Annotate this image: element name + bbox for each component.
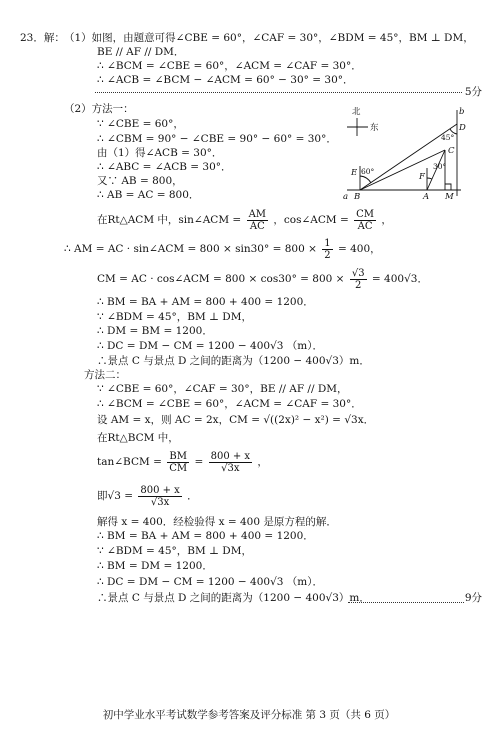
m1-line8-a: ∴ AM = AC · sin∠ACM = 800 × sin30° = 800 × xyxy=(64,243,317,255)
m2-line11: ∴ DC = DM − CM = 1200 − 400√3 （m）． xyxy=(97,576,323,588)
numerator: BM xyxy=(167,451,189,463)
m1-line9 xyxy=(97,266,428,292)
part1-line4: ∴ ∠ACB = ∠BCM − ∠ACM = 60° − 30° = 30°． xyxy=(97,74,354,86)
denominator: √3x xyxy=(150,496,170,508)
numerator: AM xyxy=(248,208,267,220)
m1-line7 xyxy=(97,207,392,233)
m1-line7-mid: ，cos∠ACM = xyxy=(273,214,349,226)
m2-line8: ∴ BM = BA + AM = 800 + 400 = 1200． xyxy=(97,530,314,542)
m2-line5 xyxy=(97,448,268,476)
angle-arc-30 xyxy=(427,178,432,179)
m2-line6-a: 即√3 = xyxy=(97,490,134,502)
part2-heading: （2）方法一： xyxy=(64,103,134,115)
numerator: CM xyxy=(356,208,375,220)
label-a-point: A xyxy=(423,192,430,201)
m1-line14: ∴景点 C 与景点 D 之间的距离为（1200 − 400√3）m． xyxy=(97,355,370,367)
m2-line2: ∴ ∠BCM = ∠CBE = 60°，∠ACM = ∠CAF = 30°． xyxy=(97,398,362,410)
question-number: 23．解： xyxy=(20,32,65,44)
fraction xyxy=(322,238,332,261)
fraction xyxy=(167,451,189,474)
m1-line7-a: 在Rt△ACM 中，sin∠ACM = xyxy=(97,214,242,226)
m1-line12: ∴ DM = BM = 1200． xyxy=(97,325,213,337)
page-footer: 初中学业水平考试数学参考答案及评分标准 第 3 页（共 6 页） xyxy=(102,709,396,721)
geometry-figure xyxy=(335,106,470,201)
label-b: b xyxy=(459,107,465,117)
label-60: 60° xyxy=(361,167,375,176)
m1-line4: ∴ ∠ABC = ∠ACB = 30°． xyxy=(97,161,232,173)
fraction xyxy=(209,451,252,474)
m1-line11: ∵ ∠BDM = 45°，BM ⊥ DM， xyxy=(97,311,252,323)
denominator: CM xyxy=(169,462,188,474)
m2-line9: ∵ ∠BDM = 45°，BM ⊥ DM， xyxy=(97,545,252,557)
label-f: F xyxy=(419,172,425,182)
denominator: AC xyxy=(357,220,373,232)
numerator: 800 + x xyxy=(140,484,180,496)
m2-line3: 设 AM = x，则 AC = 2x，CM = √((2x)² − x²) = √3x． xyxy=(97,414,375,426)
m1-line7-end: ， xyxy=(381,214,392,226)
fraction xyxy=(247,209,268,232)
numerator: 800 + x xyxy=(210,450,251,462)
right-angle-mark xyxy=(445,184,451,190)
denominator: AC xyxy=(249,220,265,232)
score-leader-2 xyxy=(348,602,464,603)
part1-score: 5分 xyxy=(464,86,482,98)
part2-score: 9分 xyxy=(464,592,482,604)
label-a: a xyxy=(343,192,349,201)
fraction xyxy=(138,485,181,508)
east-label: 东 xyxy=(370,123,379,133)
m2-line10: ∴ BM = DM = 1200． xyxy=(97,560,213,572)
m1-line9-a: CM = AC · cos∠ACM = 800 × cos30° = 800 × xyxy=(97,273,345,285)
label-m: M xyxy=(445,192,454,201)
fraction xyxy=(354,209,376,232)
m1-line5: 又∵ AB = 800， xyxy=(97,175,183,187)
m1-line2: ∴ ∠CBM = 90° − ∠CBE = 90° − 60° = 30°． xyxy=(97,133,337,145)
label-e: E xyxy=(351,168,358,178)
label-c: C xyxy=(448,146,455,156)
north-label: 北 xyxy=(352,107,361,117)
m2-line7: 解得 x = 400．经检验得 x = 400 是原方程的解． xyxy=(97,516,337,528)
m1-line13: ∴ DC = DM − CM = 1200 − 400√3 （m）． xyxy=(97,340,323,352)
method2-heading: 方法二： xyxy=(84,369,126,381)
m2-line5-eq: = xyxy=(194,456,204,468)
fraction xyxy=(350,268,367,291)
label-d: D xyxy=(459,123,466,133)
angle-arc-60 xyxy=(360,176,371,183)
m1-line6: ∴ AB = AC = 800． xyxy=(97,189,200,201)
denominator: √3x xyxy=(221,462,240,474)
m2-line5-end: ， xyxy=(257,456,268,468)
m2-line6-b: ． xyxy=(187,490,198,502)
numerator: √3 xyxy=(351,267,365,279)
label-30: 30° xyxy=(433,162,447,171)
m1-line8 xyxy=(64,236,381,262)
m1-line3: 由（1）得∠ACB = 30°． xyxy=(97,147,223,159)
numerator: 1 xyxy=(324,237,331,249)
part1-line1: （1）如图，由题意可得∠CBE = 60°，∠CAF = 30°，∠BDM = 45°，BM ⊥ DM， xyxy=(64,32,474,44)
denominator: 2 xyxy=(324,249,331,261)
m2-line1: ∵ ∠CBE = 60°，∠CAF = 30°，BE // AF // DM， xyxy=(97,383,348,395)
m2-line12: ∴景点 C 与景点 D 之间的距离为（1200 − 400√3）m． xyxy=(97,592,370,604)
part1-line3: ∴ ∠BCM = ∠CBE = 60°，∠ACM = ∠CAF = 30°． xyxy=(97,60,362,72)
m2-line6 xyxy=(97,482,198,510)
m1-line8-b: = 400， xyxy=(337,243,381,255)
label-b-point: B xyxy=(354,192,361,201)
m1-line10: ∴ BM = BA + AM = 800 + 400 = 1200． xyxy=(97,296,314,308)
label-45: 45° xyxy=(441,133,455,142)
m2-line5-a: tan∠BCM = xyxy=(97,456,162,468)
m1-line1: ∵ ∠CBE = 60°， xyxy=(97,118,184,130)
part1-line2: BE // AF // DM． xyxy=(97,46,185,58)
m2-line4: 在Rt△BCM 中， xyxy=(97,432,179,444)
score-leader-1 xyxy=(95,91,470,93)
denominator: 2 xyxy=(355,279,362,291)
m1-line9-b: = 400√3． xyxy=(371,273,428,285)
